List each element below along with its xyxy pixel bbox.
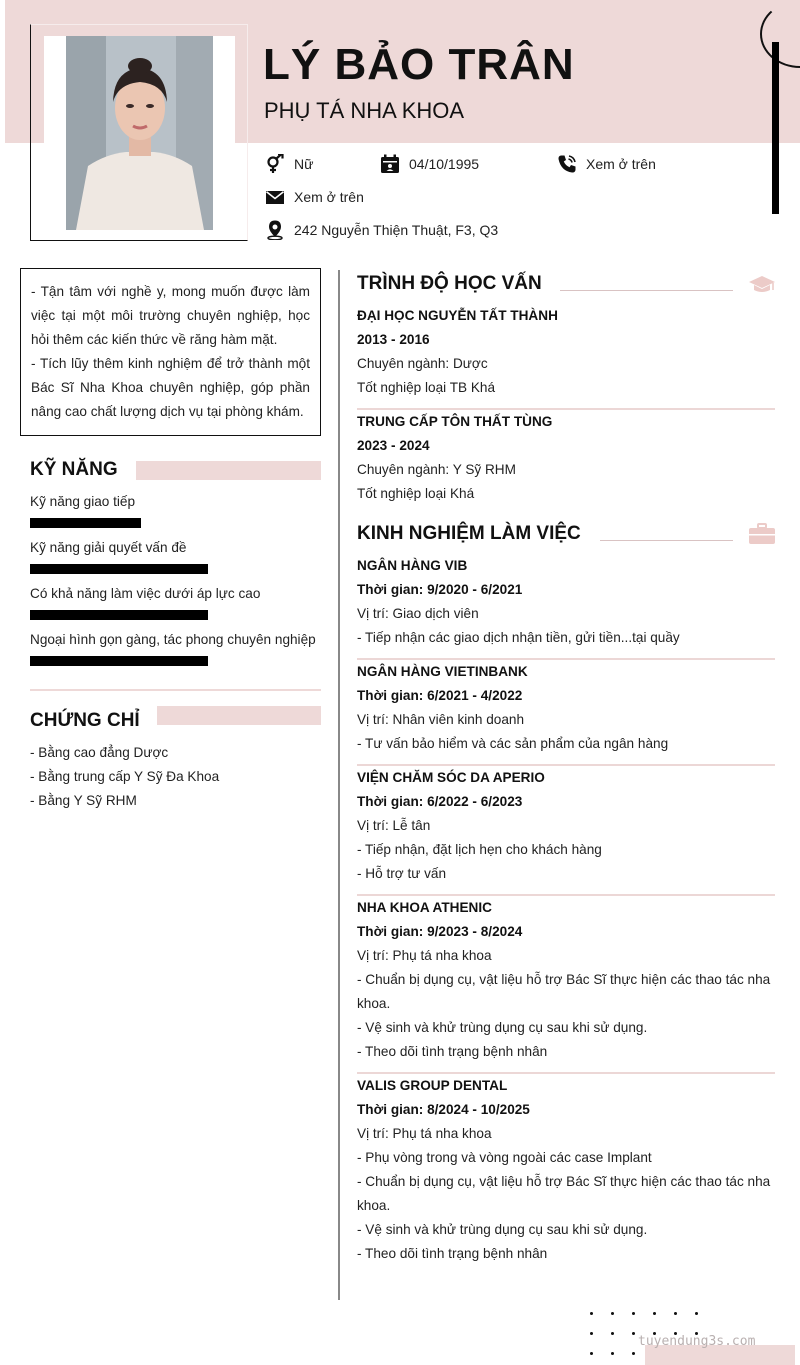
decoration-dot: [695, 1312, 698, 1315]
job-detail: - Tiếp nhận các giao dịch nhận tiền, gửi tiền...tại quầy: [357, 630, 680, 645]
education-grade: Tốt nghiệp loại Khá: [357, 486, 475, 501]
decoration-dot: [632, 1312, 635, 1315]
objective-paragraph-1: - Tận tâm với nghề y, mong muốn được làm việc tại một môi trường chuyên nghiệp, học hỏi thêm các kiến thức về răng hàm mặt.: [31, 284, 310, 347]
right-accent-bar: [772, 42, 779, 214]
graduation-cap-icon: [748, 274, 776, 296]
candidate-name: LÝ BẢO TRÂN: [263, 40, 575, 89]
career-objective-box: [20, 268, 321, 436]
gender-info: [265, 154, 313, 174]
job-time: Thời gian: 6/2021 - 4/2022: [357, 688, 523, 703]
address-info: [265, 220, 498, 240]
decoration-dot: [653, 1312, 656, 1315]
skill-level-bar: [30, 656, 208, 666]
education-grade: Tốt nghiệp loại TB Khá: [357, 380, 496, 395]
objective-paragraph-2: - Tích lũy thêm kinh nghiệm để trở thành một Bác Sĩ Nha Khoa chuyên nghiệp, góp phần nâng cao chất lượng dịch vụ tại phòng khám.: [31, 356, 310, 419]
job-company: NHA KHOA ATHENIC: [357, 900, 492, 915]
job-detail: - Tư vấn bảo hiểm và các sản phẩm của ngân hàng: [357, 736, 669, 751]
decoration-dot: [632, 1332, 635, 1335]
certificates-title: CHỨNG CHỈ: [30, 710, 140, 731]
briefcase-icon: [748, 523, 776, 545]
education-years: 2023 - 2024: [357, 438, 430, 453]
decoration-dot: [590, 1352, 593, 1355]
gender-icon: [265, 154, 285, 174]
skill-level-bar: [30, 564, 208, 574]
job-detail: - Chuẩn bị dụng cụ, vật liệu hỗ trợ Bác Sĩ thực hiện các thao tác nha: [357, 972, 771, 987]
job-detail: - Vệ sinh và khử trùng dụng cụ sau khi sử dụng.: [357, 1222, 648, 1237]
job-detail: Vị trí: Phụ tá nha khoa: [357, 1126, 492, 1141]
education-major: Chuyên ngành: Dược: [357, 356, 488, 371]
birthday-info: [380, 154, 479, 174]
watermark: tuyendung3s.com: [638, 1334, 756, 1349]
education-title: TRÌNH ĐỘ HỌC VẤN: [357, 273, 542, 294]
job-detail: - Vệ sinh và khử trùng dụng cụ sau khi sử dụng.: [357, 1020, 648, 1035]
job-company: NGÂN HÀNG VIB: [357, 558, 468, 573]
job-time: Thời gian: 6/2022 - 6/2023: [357, 794, 523, 809]
job-detail: - Theo dõi tình trạng bệnh nhân: [357, 1246, 548, 1261]
phone-info: [557, 154, 656, 174]
education-years: 2013 - 2016: [357, 332, 430, 347]
job-time: Thời gian: 8/2024 - 10/2025: [357, 1102, 530, 1117]
portrait-illustration: [66, 36, 213, 230]
email-info: [265, 187, 364, 207]
certificate-item: - Bằng cao đẳng Dược: [30, 745, 169, 760]
decoration-dot: [632, 1352, 635, 1355]
decoration-dot: [611, 1312, 614, 1315]
gender-value: Nữ: [294, 156, 314, 172]
job-detail: Vị trí: Giao dịch viên: [357, 606, 479, 621]
job-detail: khoa.: [357, 1198, 391, 1213]
candidate-role: PHỤ TÁ NHA KHOA: [264, 98, 465, 123]
job-separator: [357, 658, 775, 660]
experience-title-line: [600, 540, 733, 541]
skill-level-bar: [30, 610, 208, 620]
email-value: Xem ở trên: [294, 189, 364, 205]
certificate-item: - Bằng Y Sỹ RHM: [30, 793, 137, 808]
education-major: Chuyên ngành: Y Sỹ RHM: [357, 462, 516, 477]
job-separator: [357, 894, 775, 896]
job-detail: - Phụ vòng trong và vòng ngoài các case Implant: [357, 1150, 652, 1165]
job-detail: - Theo dõi tình trạng bệnh nhân: [357, 1044, 548, 1059]
certificates-title-bar: [157, 706, 321, 725]
birthday-value: 04/10/1995: [409, 156, 480, 172]
column-divider: [338, 270, 340, 1300]
job-detail: - Chuẩn bị dụng cụ, vật liệu hỗ trợ Bác Sĩ thực hiện các thao tác nha: [357, 1174, 771, 1189]
education-title-line: [560, 290, 733, 291]
job-company: VIỆN CHĂM SÓC DA APERIO: [357, 770, 545, 785]
skill-label: Ngoại hình gọn gàng, tác phong chuyên nghiệp: [30, 632, 316, 647]
address-value: 242 Nguyễn Thiện Thuật, F3, Q3: [294, 222, 499, 238]
job-separator: [357, 1072, 775, 1074]
experience-title: KINH NGHIỆM LÀM VIỆC: [357, 523, 581, 544]
phone-icon: [557, 154, 577, 174]
decoration-dot: [590, 1332, 593, 1335]
skills-title: KỸ NĂNG: [30, 459, 118, 480]
job-detail: Vị trí: Lễ tân: [357, 818, 431, 833]
job-detail: Vị trí: Phụ tá nha khoa: [357, 948, 492, 963]
job-time: Thời gian: 9/2020 - 6/2021: [357, 582, 523, 597]
skills-title-bar: [136, 461, 321, 480]
job-detail: - Hỗ trợ tư vấn: [357, 866, 447, 881]
location-pin-icon: [265, 220, 285, 240]
skill-label: Kỹ năng giải quyết vấn đề: [30, 540, 187, 555]
job-company: NGÂN HÀNG VIETINBANK: [357, 664, 528, 679]
profile-photo: [66, 36, 213, 230]
job-detail: khoa.: [357, 996, 391, 1011]
education-separator: [357, 408, 775, 410]
certificate-item: - Bằng trung cấp Y Sỹ Đa Khoa: [30, 769, 220, 784]
education-school: TRUNG CẤP TÔN THẤT TÙNG: [357, 414, 553, 429]
decoration-dot: [590, 1312, 593, 1315]
job-separator: [357, 764, 775, 766]
phone-value: Xem ở trên: [586, 156, 656, 172]
job-company: VALIS GROUP DENTAL: [357, 1078, 508, 1093]
job-time: Thời gian: 9/2023 - 8/2024: [357, 924, 523, 939]
envelope-icon: [265, 187, 285, 207]
job-detail: Vị trí: Nhân viên kinh doanh: [357, 712, 525, 727]
education-school: ĐẠI HỌC NGUYỄN TẤT THÀNH: [357, 308, 558, 323]
decoration-dot: [674, 1312, 677, 1315]
left-divider: [30, 689, 321, 691]
decoration-dot: [611, 1352, 614, 1355]
skill-label: Có khả năng làm việc dưới áp lực cao: [30, 586, 261, 601]
skill-level-bar: [30, 518, 141, 528]
job-detail: - Tiếp nhận, đặt lịch hẹn cho khách hàng: [357, 842, 602, 857]
skill-label: Kỹ năng giao tiếp: [30, 494, 136, 509]
calendar-icon: [380, 154, 400, 174]
decoration-dot: [611, 1332, 614, 1335]
